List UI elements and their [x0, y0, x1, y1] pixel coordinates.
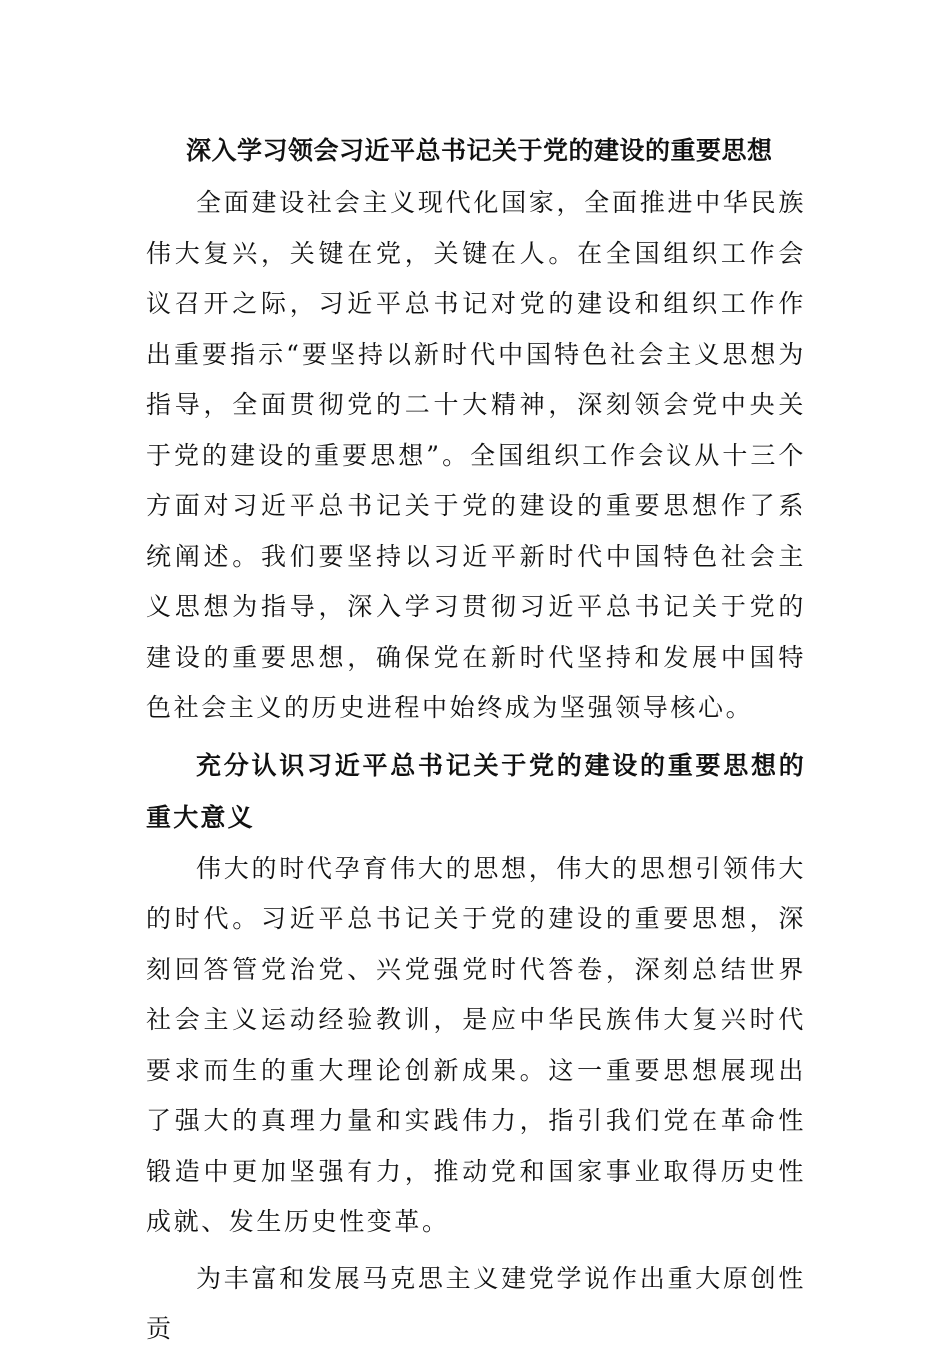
paragraph-contribution: 为丰富和发展马克思主义建党学说作出重大原创性贡	[146, 1263, 806, 1343]
paragraph-significance: 伟大的时代孕育伟大的思想，伟大的思想引领伟大的时代。习近平总书记关于党的建设的重要思想，深刻回答管党治党、兴党强党时代答卷，深刻总结世界社会主义运动经验教训，是应中华民族伟大复兴时代要求而生的重大理论创新成果。这一重要思想展现出了强大的真理力量和实践伟力，指引我们党在革命性锻造中更加坚强有力，推动党和国家事业取得历史性成就、发生历史性变革。	[146, 853, 806, 1236]
document-page	[146, 124, 806, 1355]
document-title: 深入学习领会习近平总书记关于党的建设的重要思想	[186, 136, 773, 165]
paragraph-intro: 全面建设社会主义现代化国家，全面推进中华民族伟大复兴，关键在党，关键在人。在全国组织工作会议召开之际，习近平总书记对党的建设和组织工作作出重要指示“要坚持以新时代中国特色社会主义思想为指导，全面贯彻党的二十大精神，深刻领会党中央关于党的建设的重要思想”。全国组织工作会议从十三个方面对习近平总书记关于党的建设的重要思想作了系统阐述。我们要坚持以习近平新时代中国特色社会主义思想为指导，深入学习贯彻习近平总书记关于党的建设的重要思想，确保党在新时代坚持和发展中国特色社会主义的历史进程中始终成为坚强领导核心。	[146, 188, 806, 722]
section-heading: 充分认识习近平总书记关于党的建设的重要思想的重大意义	[146, 750, 806, 832]
